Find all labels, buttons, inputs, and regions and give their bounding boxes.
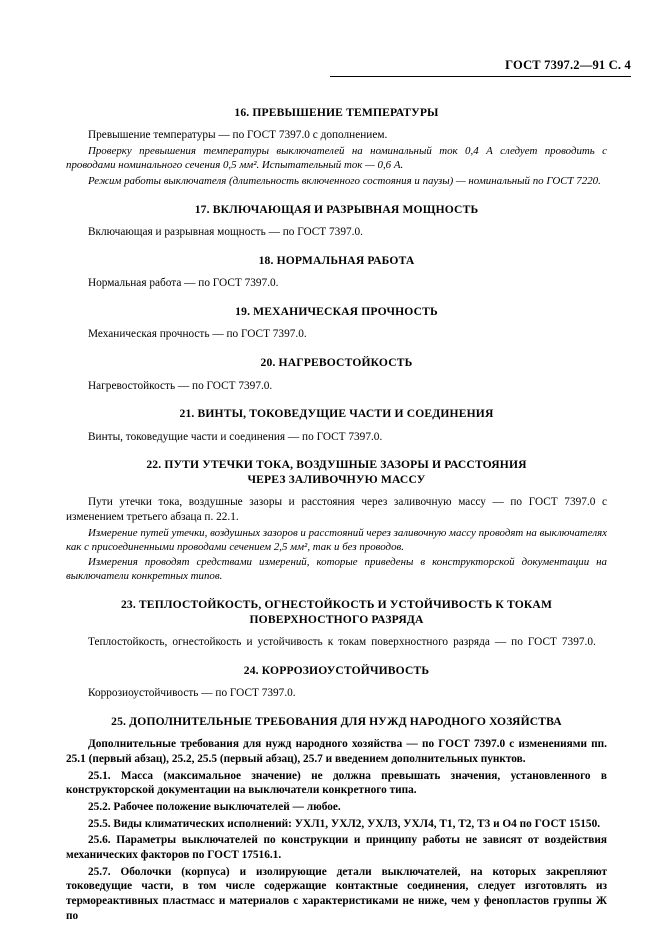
paragraph: Режим работы выключателя (длительность включенного состояния и паузы) — номинальный по ГОСТ 7220. xyxy=(88,174,601,187)
header-divider xyxy=(330,76,631,77)
section-heading-19: 19. МЕХАНИЧЕСКАЯ ПРОЧНОСТЬ xyxy=(235,305,438,318)
paragraph: Винты, токоведущие части и соединения — по ГОСТ 7397.0. xyxy=(88,430,383,443)
paragraph: 25.2. Рабочее положение выключателей — любое. xyxy=(88,801,341,814)
section-heading-17: 17. ВКЛЮЧАЮЩАЯ И РАЗРЫВНАЯ МОЩНОСТЬ xyxy=(194,202,479,216)
paragraph: Коррозиоустойчивость — по ГОСТ 7397.0. xyxy=(88,687,296,700)
section-heading-23: 23. ТЕПЛОСТОЙКОСТЬ, ОГНЕСТОЙКОСТЬ И УСТОЙЧИВОСТЬ К ТОКАМ ПОВЕРХНОСТНОГО РАЗРЯДА xyxy=(120,598,553,626)
paragraph: Дополнительные требования для нужд народного хозяйства — по ГОСТ 7397.0 с изменениями пп. 25.1 (первый абзац), 25.2, 25.5 (первый абзац), 25.7 и введением дополнительных пунктов. xyxy=(66,738,607,766)
section-heading-18: 18. НОРМАЛЬНАЯ РАБОТА xyxy=(258,253,415,267)
paragraph: Проверку превышения температуры выключателей на номинальный ток 0,4 А следует проводить с проводами номинального сечения 0,5 мм². Испытательный ток — 0,6 А. xyxy=(66,145,607,171)
page-header: ГОСТ 7397.2—91 С. 4 xyxy=(505,58,631,72)
document-body xyxy=(66,92,607,926)
paragraph: 25.1. Масса (максимальное значение) не должна превышать значения, установленного в конструкторской документации на выключатели конкретного типа. xyxy=(66,769,607,797)
section-heading-25: 25. ДОПОЛНИТЕЛЬНЫЕ ТРЕБОВАНИЯ ДЛЯ НУЖД НАРОДНОГО ХОЗЯЙСТВА xyxy=(111,714,562,728)
paragraph: Превышение температуры — по ГОСТ 7397.0 с дополнением. xyxy=(88,129,388,142)
section-heading-16: 16. ПРЕВЫШЕНИЕ ТЕМПЕРАТУРЫ xyxy=(234,106,439,119)
section-heading-24: 24. КОРРОЗИОУСТОЙЧИВОСТЬ xyxy=(243,663,430,677)
paragraph: Механическая прочность — по ГОСТ 7397.0. xyxy=(88,328,307,341)
section-heading-22: 22. ПУТИ УТЕЧКИ ТОКА, ВОЗДУШНЫЕ ЗАЗОРЫ И РАССТОЯНИЯ ЧЕРЕЗ ЗАЛИВОЧНУЮ МАССУ xyxy=(146,458,527,486)
paragraph: Нагревостойкость — по ГОСТ 7397.0. xyxy=(88,379,273,392)
paragraph: 25.6. Параметры выключателей по конструкции и принципу работы не зависят от воздействия механических факторов по ГОСТ 17516.1. xyxy=(66,834,607,862)
paragraph: 25.7. Оболочки (корпуса) и изолирующие детали выключателей, на которых закрепляют токоведущие части, в том числе содержащие контактные соединения, следует изготовлять из термореактивных пластмасс и материалов с характеристиками не ниже, чем у фенопластов группы Ж по xyxy=(66,865,607,922)
paragraph: Измерение путей утечки, воздушных зазоров и расстояний через заливочную массу проводят на выключателях как с присоединенными проводами сечением 2,5 мм², так и без проводов. xyxy=(66,526,607,553)
section-heading-20: 20. НАГРЕВОСТОЙКОСТЬ xyxy=(260,356,413,370)
paragraph: Включающая и разрывная мощность — по ГОСТ 7397.0. xyxy=(88,226,363,239)
paragraph: Измерения проводят средствами измерений, которые приведены в конструкторской документации на выключатели конкретных типов. xyxy=(66,556,607,583)
paragraph: 25.5. Виды климатических исполнений: УХЛ1, УХЛ2, УХЛ3, УХЛ4, Т1, Т2, Т3 и О4 по ГОСТ 15150. xyxy=(88,817,601,830)
paragraph: Теплостойкость, огнестойкость и устойчивость к токам поверхностного разряда — по ГОСТ 7397.0. xyxy=(88,636,596,649)
paragraph: Пути утечки тока, воздушные зазоры и расстояния через заливочную массу — по ГОСТ 7397.0 с изменением третьего абзаца п. 22.1. xyxy=(66,496,607,524)
paragraph: Нормальная работа — по ГОСТ 7397.0. xyxy=(88,277,279,290)
section-heading-21: 21. ВИНТЫ, ТОКОВЕДУЩИЕ ЧАСТИ И СОЕДИНЕНИЯ xyxy=(179,407,494,421)
